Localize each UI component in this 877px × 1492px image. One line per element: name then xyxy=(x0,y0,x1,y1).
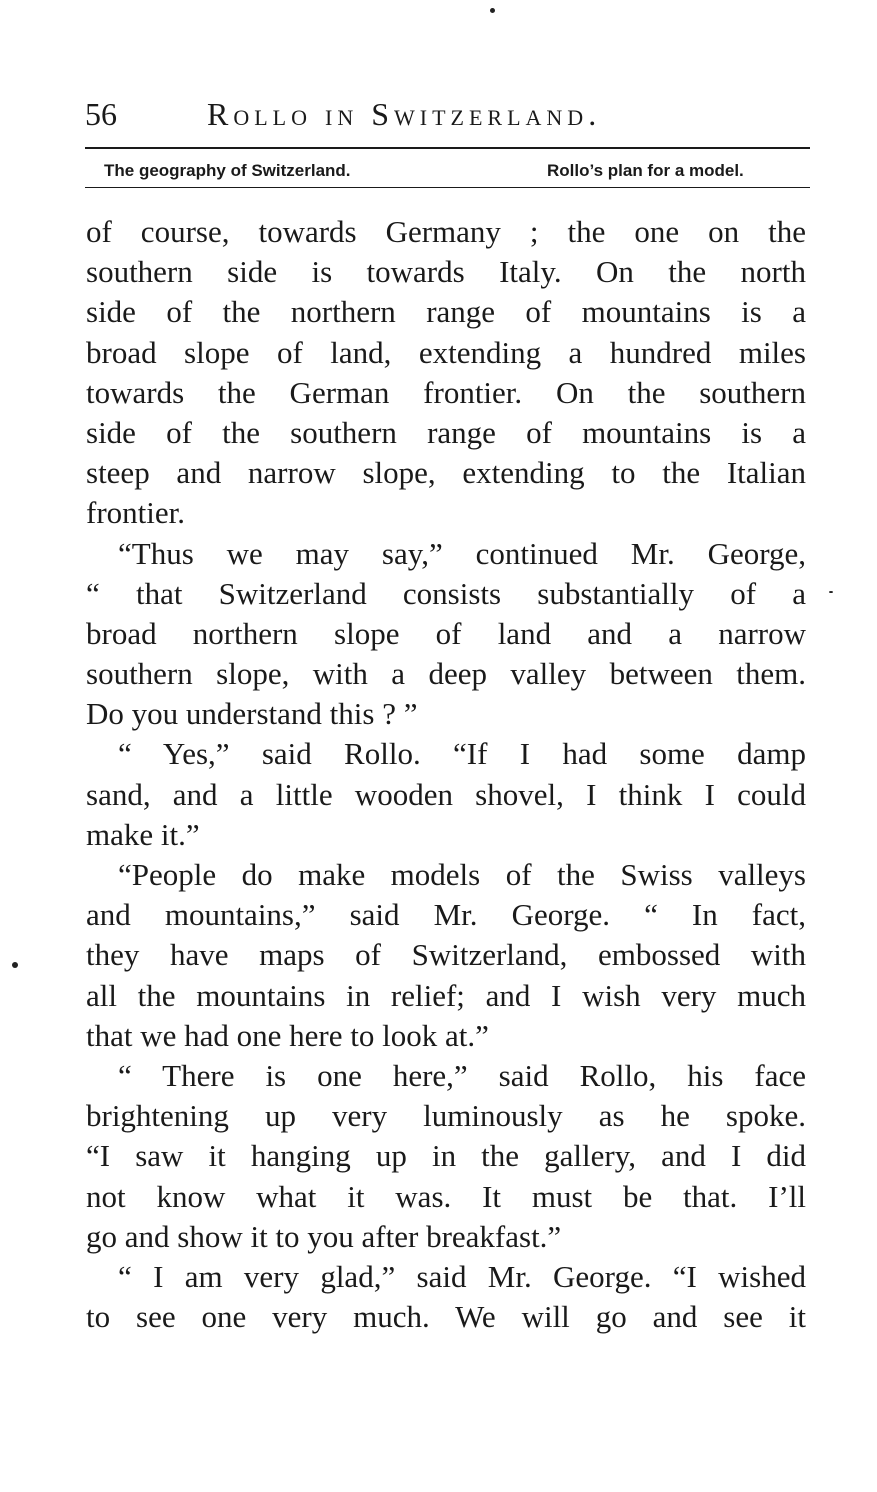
text-line: “ Yes,” said Rollo. “If I had some damp xyxy=(118,736,806,772)
text-line: frontier. xyxy=(86,495,185,531)
text-line: go and show it to you after breakfast.” xyxy=(86,1218,562,1254)
text-line: they have maps of Switzerland, embossed with xyxy=(86,937,806,973)
text-line: “ I am very glad,” said Mr. George. “I wished xyxy=(118,1258,806,1294)
body-text xyxy=(86,212,806,1337)
ink-speck xyxy=(829,591,833,593)
running-title: Rollo in Switzerland. xyxy=(207,96,602,132)
ink-speck xyxy=(12,962,18,968)
text-line: of course, towards Germany ; the one on the xyxy=(86,214,806,249)
ink-speck xyxy=(490,8,495,13)
header-rule-bottom xyxy=(85,187,810,188)
text-line: make it.” xyxy=(86,816,200,852)
text-line: southern slope, with a deep valley between them. xyxy=(86,656,806,692)
page-number: 56 xyxy=(85,96,117,132)
text-line: “ There is one here,” said Rollo, his face xyxy=(118,1057,806,1093)
running-head xyxy=(85,96,805,132)
header-rule-top xyxy=(85,147,810,149)
text-line: all the mountains in relief; and I wish very much xyxy=(86,977,806,1013)
subheading-right: Rollo’s plan for a model. xyxy=(547,161,744,180)
text-line: and mountains,” said Mr. George. “ In fact, xyxy=(86,897,806,933)
text-line: “ that Switzerland consists substantially of a xyxy=(86,575,806,611)
text-line: side of the southern range of mountains is a xyxy=(86,414,806,450)
text-line: “I saw it hanging up in the gallery, and I did xyxy=(86,1138,806,1174)
text-line: brightening up very luminously as he spoke. xyxy=(86,1098,806,1134)
text-line: “People do make models of the Swiss valleys xyxy=(118,857,806,892)
text-line: “Thus we may say,” continued Mr. George, xyxy=(118,535,806,571)
text-line: towards the German frontier. On the southern xyxy=(86,374,806,410)
text-line: sand, and a little wooden shovel, I think I could xyxy=(86,776,806,812)
text-line: not know what it was. It must be that. I’ll xyxy=(86,1178,806,1214)
text-line: Do you understand this ? ” xyxy=(86,696,418,732)
text-line: southern side is towards Italy. On the north xyxy=(86,254,806,290)
text-line: side of the northern range of mountains is a xyxy=(86,294,806,330)
text-line: broad slope of land, extending a hundred miles xyxy=(86,334,806,370)
text-line: that we had one here to look at.” xyxy=(86,1017,489,1053)
text-line: to see one very much. We will go and see it xyxy=(86,1299,806,1335)
text-line: steep and narrow slope, extending to the Italian xyxy=(86,455,806,491)
subheading-left: The geography of Switzerland. xyxy=(104,161,351,180)
text-line: broad northern slope of land and a narrow xyxy=(86,615,806,651)
